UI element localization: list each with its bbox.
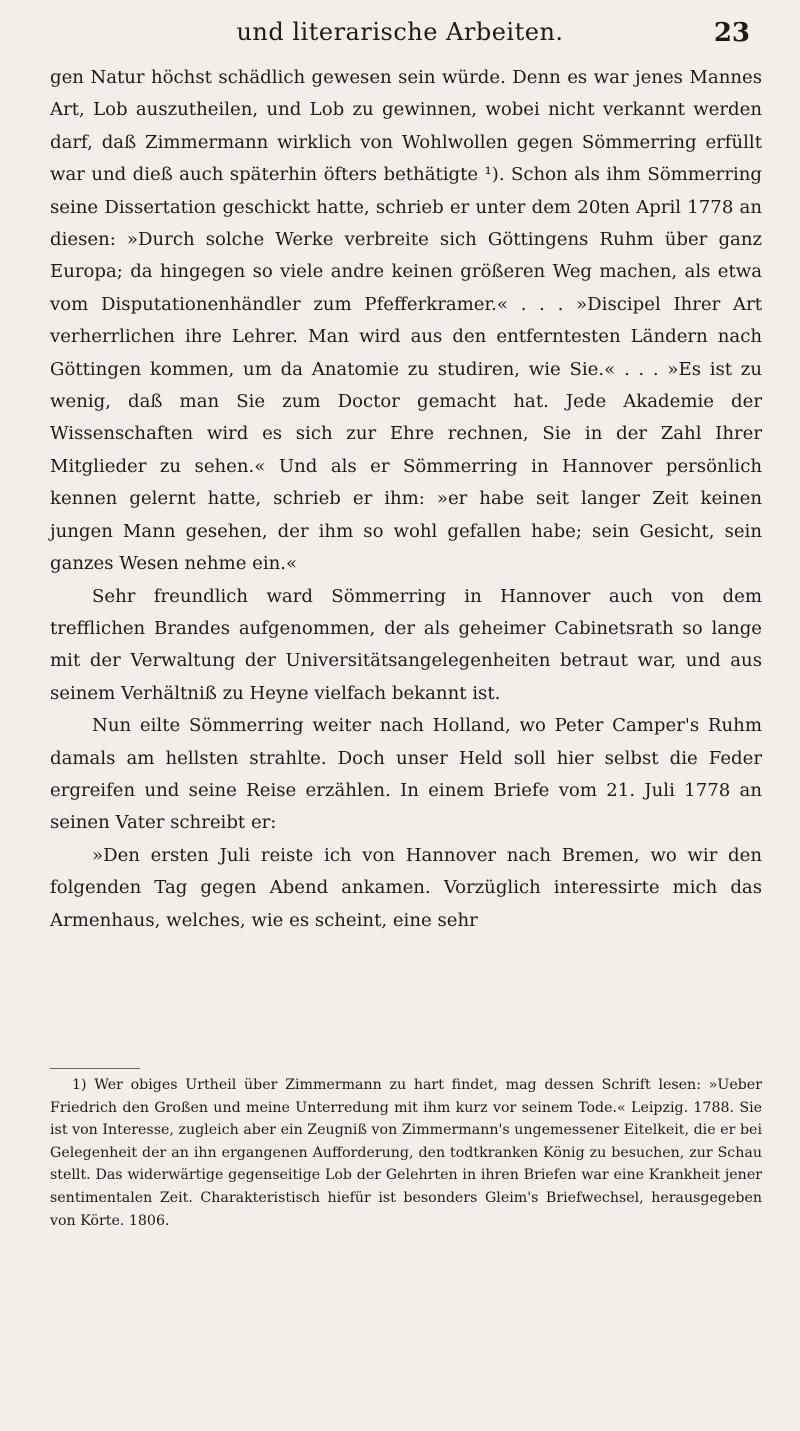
running-title: und literarische Arbeiten. [236,18,564,46]
footnote: 1) Wer obiges Urtheil über Zimmermann zu hart findet, mag dessen Schrift lesen: »Ueber Friedrich den Großen und meine Unterredung mit ihm kurz vor seinem Tode.« Leipzig. 1788. Sie ist von Interesse, zugleich aber ein Zeugniß von Zimmermann's ungemessener Eitelkeit, die er bei Gelegenheit der an ihn ergangenen Aufforderung, den todtkranken König zu besuchen, zur Schau stellt. Das widerwärtige gegenseitige Lob der Gelehrten in ihren Briefen war eine Krankheit jener sentimentalen Zeit. Charakteristisch hiefür ist besonders Gleim's Briefwechsel, herausgegeben von Körte. 1806. [50,1077,762,1229]
footnote-divider [50,1068,140,1069]
paragraph: gen Natur höchst schädlich gewesen sein würde. Denn es war jenes Mannes Art, Lob auszutheilen, und Lob zu gewinnen, wobei nicht verkannt werden darf, daß Zimmermann wirklich von Wohlwollen gegen Sömmerring erfüllt war und dieß auch späterhin öfters bethätigte ¹). Schon als ihm Sömmerring seine Dissertation geschickt hatte, schrieb er unter dem 20ten April 1778 an diesen: »Durch solche Werke verbreite sich Göttingens Ruhm über ganz Europa; da hingegen so viele andre keinen größeren Weg machen, als etwa vom Disputationenhändler zum Pfefferkramer.« . . . »Discipel Ihrer Art verherrlichen ihre Lehrer. Man wird aus den entferntesten Ländern nach Göttingen kommen, um da Anatomie zu studiren, wie Sie.« . . . »Es ist zu wenig, daß man Sie zum Doctor gemacht hat. Jede Akademie der Wissenschaften wird es sich zur Ehre rechnen, Sie in der Zahl Ihrer Mitglieder zu sehen.« Und als er Sömmerring in Hannover persönlich kennen gelernt hatte, schrieb er ihm: »er habe seit langer Zeit keinen jungen Mann gesehen, der ihm so wohl gefallen habe; sein Gesicht, sein ganzes Wesen nehme ein.« [50,67,762,575]
paragraph: »Den ersten Juli reiste ich von Hannover nach Bremen, wo wir den folgenden Tag gegen Abend ankamen. Vorzüglich interessirte mich das Armenhaus, welches, wie es scheint, eine sehr [50,844,762,931]
page-number: 23 [713,18,750,48]
page-header [50,18,750,48]
footnotes [50,1074,762,1232]
main-text [50,62,762,937]
paragraph: Sehr freundlich ward Sömmerring in Hannover auch von dem trefflichen Brandes aufgenommen, der als geheimer Cabinetsrath so lange mit der Verwaltung der Universitätsangelegenheiten betraut war, und aus seinem Verhältniß zu Heyne vielfach bekannt ist. [50,585,762,704]
paragraph: Nun eilte Sömmerring weiter nach Holland, wo Peter Camper's Ruhm damals am hellsten strahlte. Doch unser Held soll hier selbst die Feder ergreifen und seine Reise erzählen. In einem Briefe vom 21. Juli 1778 an seinen Vater schreibt er: [50,715,762,834]
